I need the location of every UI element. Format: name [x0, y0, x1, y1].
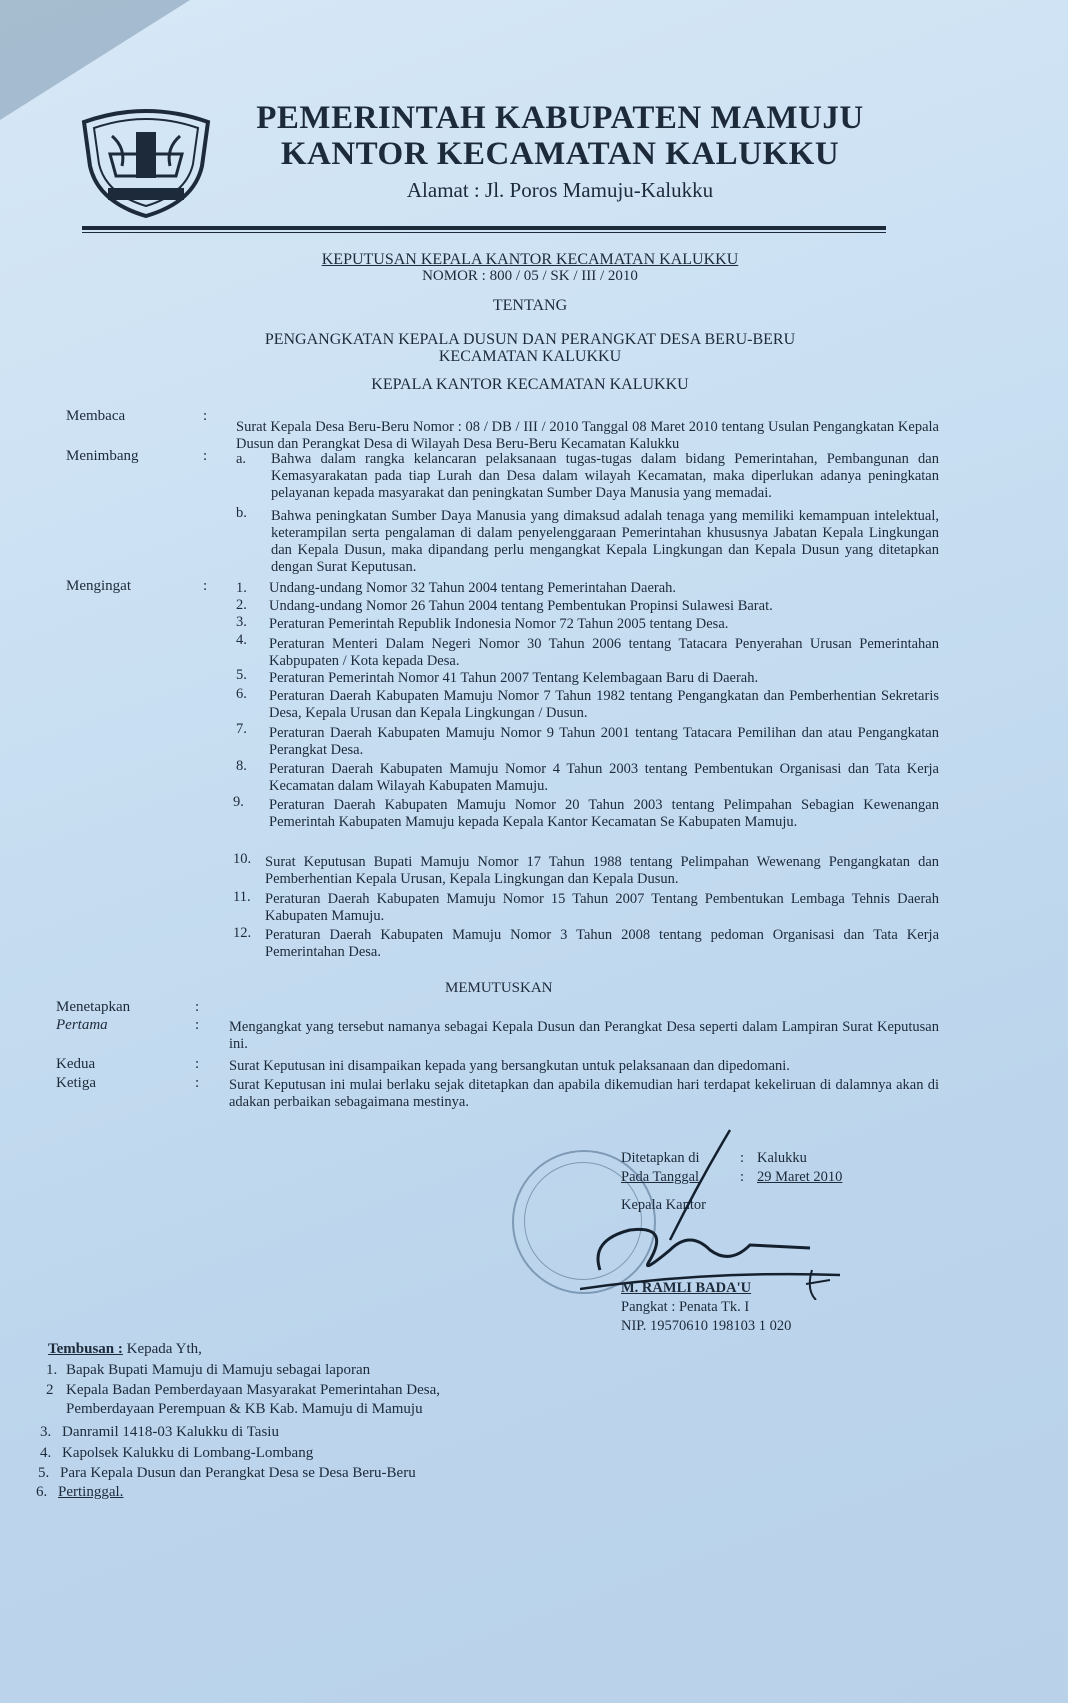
signer-name: M. RAMLI BADA'U	[621, 1280, 752, 1296]
ketiga-colon: :	[195, 1075, 200, 1091]
tembusan-num: 3.	[40, 1424, 52, 1440]
tembusan-item: Kapolsek Kalukku di Lombang-Lombang	[62, 1445, 314, 1461]
letterhead-address: Alamat : Jl. Poros Mamuju-Kalukku	[406, 178, 714, 202]
decree-title: KEPUTUSAN KEPALA KANTOR KECAMATAN KALUKKU	[321, 251, 739, 268]
mengingat-num: 6.	[236, 686, 247, 702]
tembusan-item: Bapak Bupati Mamuju di Mamuju sebagai laporan	[66, 1362, 371, 1378]
mengingat-num: 1.	[236, 580, 247, 596]
mengingat-item: Peraturan Menteri Dalam Negeri Nomor 30 Tahun 2006 tentang Tatacara Penyerahan Urusan Pemerintahan Kabpupaten / Kota kepada Desa.	[269, 636, 939, 669]
mengingat-colon: :	[203, 578, 208, 594]
tembusan-item: Danramil 1418-03 Kalukku di Tasiu	[62, 1424, 279, 1440]
mengingat-item: Undang-undang Nomor 26 Tahun 2004 tentang Pembentukan Propinsi Sulawesi Barat.	[269, 598, 773, 614]
pertama-text: Mengangkat yang tersebut namanya sebagai Kepala Dusun dan Perangkat Desa seperti dalam Lampiran Surat Keputusan ini.	[229, 1019, 939, 1052]
mengingat-num: 4.	[236, 632, 247, 648]
tembusan-num: 6.	[36, 1484, 48, 1500]
mengingat-num: 9.	[233, 794, 244, 810]
mengingat-item: Undang-undang Nomor 32 Tahun 2004 tentang Pemerintahan Daerah.	[269, 580, 677, 596]
kedua-label: Kedua	[56, 1056, 96, 1072]
tembusan-label: Tembusan :	[48, 1341, 123, 1357]
mengingat-num: 10.	[233, 851, 252, 867]
tembusan-item: Pertinggal.	[58, 1484, 124, 1500]
letterhead-rule-thick	[82, 226, 886, 230]
ditetapkan-label: Ditetapkan di	[621, 1150, 700, 1166]
kedua-text: Surat Keputusan ini disampaikan kepada yang bersangkutan untuk pelaksanaan dan dipedomani.	[229, 1058, 790, 1074]
signer-rank: Pangkat : Penata Tk. I	[621, 1299, 750, 1315]
regency-crest-logo	[76, 106, 216, 218]
membaca-label: Membaca	[66, 408, 126, 424]
menimbang-label: Menimbang	[66, 448, 139, 464]
letterhead-office: KANTOR KECAMATAN KALUKKU	[280, 136, 840, 172]
mengingat-item: Peraturan Daerah Kabupaten Mamuju Nomor 4 Tahun 2003 tentang Pembentukan Organisasi dan Tata Kerja Kecamatan dalam Wilayah Kabupaten Mamuju.	[269, 761, 939, 794]
mengingat-item: Peraturan Daerah Kabupaten Mamuju Nomor 9 Tahun 2001 tentang Tatacara Pemilihan dan atau Pengangkatan Perangkat Desa.	[269, 725, 939, 758]
ketiga-text: Surat Keputusan ini mulai berlaku sejak ditetapkan dan apabila dikemudian hari terdapat kekeliruan di dalamnya akan di adakan perbaikan sebagaimana mestinya.	[229, 1077, 939, 1110]
tanggal-colon: :	[740, 1169, 745, 1185]
ketiga-label: Ketiga	[56, 1075, 96, 1091]
menetapkan-colon: :	[195, 999, 200, 1015]
menimbang-text-b: Bahwa peningkatan Sumber Daya Manusia yang dimaksud adalah tenaga yang memiliki kemampuan intelektual, keterampilan serta pengalaman di dalam penyelenggaraan Pemerintahan khususnya Jabatan Kepala Lingkungan dan Kepala Dusun, maka dipandang perlu mengangkat Kepala Lingkungan dan Kepala Dusun yang ditetapkan dengan Surat Keputusan.	[271, 508, 939, 575]
handwritten-signature	[580, 1120, 850, 1300]
mengingat-num: 2.	[236, 597, 247, 613]
tentang-heading: TENTANG	[492, 297, 568, 314]
tembusan-to: Kepada Yth,	[126, 1341, 202, 1357]
tembusan-num: 4.	[40, 1445, 52, 1461]
pertama-label: Pertama	[56, 1017, 108, 1033]
mengingat-item: Peraturan Daerah Kabupaten Mamuju Nomor 20 Tahun 2003 tentang Pelimpahan Sebagian Kewenangan Pemerintah Kabupaten Mamuju kepada Kepala Kantor Kecamatan Se Kabupaten Mamuju.	[269, 797, 939, 830]
mengingat-num: 5.	[236, 667, 247, 683]
tembusan-item: Pemberdayaan Perempuan & KB Kab. Mamuju di Mamuju	[66, 1401, 423, 1417]
menimbang-colon: :	[203, 448, 208, 464]
membaca-colon: :	[203, 408, 208, 424]
folded-corner	[0, 0, 190, 120]
tembusan-item: Para Kepala Dusun dan Perangkat Desa se Desa Beru-Beru	[60, 1465, 416, 1481]
subject-line-1: PENGANGKATAN KEPALA DUSUN DAN PERANGKAT DESA BERU-BERU	[264, 331, 796, 348]
mengingat-label: Mengingat	[66, 578, 131, 594]
menimbang-num-b: b.	[236, 505, 247, 521]
tembusan-header	[48, 1341, 202, 1358]
pertama-colon: :	[195, 1017, 200, 1033]
mengingat-item: Peraturan Daerah Kabupaten Mamuju Nomor 7 Tahun 1982 tentang Pengangkatan dan Pemberhentian Sekretaris Desa, Kepala Urusan dan Kepala Lingkungan / Dusun.	[269, 688, 939, 721]
tembusan-num: 5.	[38, 1465, 50, 1481]
mengingat-item: Peraturan Pemerintah Nomor 41 Tahun 2007 Tentang Kelembagaan Baru di Daerah.	[269, 670, 759, 686]
signer-position: Kepala Kantor	[621, 1197, 706, 1213]
tanggal-value: 29 Maret 2010	[757, 1169, 843, 1185]
tembusan-item: Kepala Badan Pemberdayaan Masyarakat Pemerintahan Desa,	[66, 1382, 441, 1398]
membaca-text: Surat Kepala Desa Beru-Beru Nomor : 08 / DB / III / 2010 Tanggal 08 Maret 2010 tentang Usulan Pengangkatan Kepala Dusun dan Perangkat Desa di Wilayah Desa Beru-Beru Kecamatan Kalukku	[236, 419, 939, 452]
subject-line-2: KECAMATAN KALUKKU	[438, 348, 622, 365]
mengingat-item: Peraturan Daerah Kabupaten Mamuju Nomor 3 Tahun 2008 tentang pedoman Organisasi dan Tata Kerja Pemerintahan Desa.	[265, 927, 939, 960]
mengingat-num: 3.	[236, 614, 247, 630]
letterhead	[230, 100, 890, 203]
mengingat-num: 8.	[236, 758, 247, 774]
menimbang-num-a: a.	[236, 451, 247, 467]
decree-number: NOMOR : 800 / 05 / SK / III / 2010	[422, 268, 638, 284]
mengingat-item: Surat Keputusan Bupati Mamuju Nomor 17 Tahun 1988 tentang Pelimpahan Wewenang Pengangkatan dan Pemberhentian Kepala Urusan, Kepala Lingkungan dan Kepala Dusun.	[265, 854, 939, 887]
mengingat-item: Peraturan Daerah Kabupaten Mamuju Nomor 15 Tahun 2007 Tentang Pembentukan Lembaga Tehnis Daerah Kabupaten Mamuju.	[265, 891, 939, 924]
official-heading: KEPALA KANTOR KECAMATAN KALUKKU	[371, 376, 689, 393]
letterhead-government: PEMERINTAH KABUPATEN MAMUJU	[256, 100, 864, 136]
menetapkan-label: Menetapkan	[56, 999, 131, 1015]
kedua-colon: :	[195, 1056, 200, 1072]
menimbang-text-a: Bahwa dalam rangka kelancaran pelaksanaan tugas-tugas dalam bidang Pemerintahan, Pembangunan dan Kemasyarakatan pada tiap Lurah dan Desa dalam wilayah Kecamatan, maka diperlukan adanya peningkatan pelayanan kepada masyarakat dan peningkatan Sumber Daya Manusia yang memadai.	[271, 451, 939, 501]
mengingat-num: 11.	[233, 889, 251, 905]
mengingat-item: Peraturan Pemerintah Republik Indonesia Nomor 72 Tahun 2005 tentang Desa.	[269, 616, 729, 632]
mengingat-num: 7.	[236, 721, 247, 737]
ditetapkan-value: Kalukku	[757, 1150, 807, 1166]
mengingat-num: 12.	[233, 925, 252, 941]
ditetapkan-colon: :	[740, 1150, 745, 1166]
letterhead-rule-thin	[82, 232, 886, 233]
tembusan-num: 1.	[46, 1362, 58, 1378]
tembusan-num: 2	[46, 1382, 54, 1398]
signer-nip: NIP. 19570610 198103 1 020	[621, 1318, 792, 1334]
tanggal-label: Pada Tanggal	[621, 1169, 700, 1185]
memutuskan-heading: MEMUTUSKAN	[445, 980, 553, 996]
